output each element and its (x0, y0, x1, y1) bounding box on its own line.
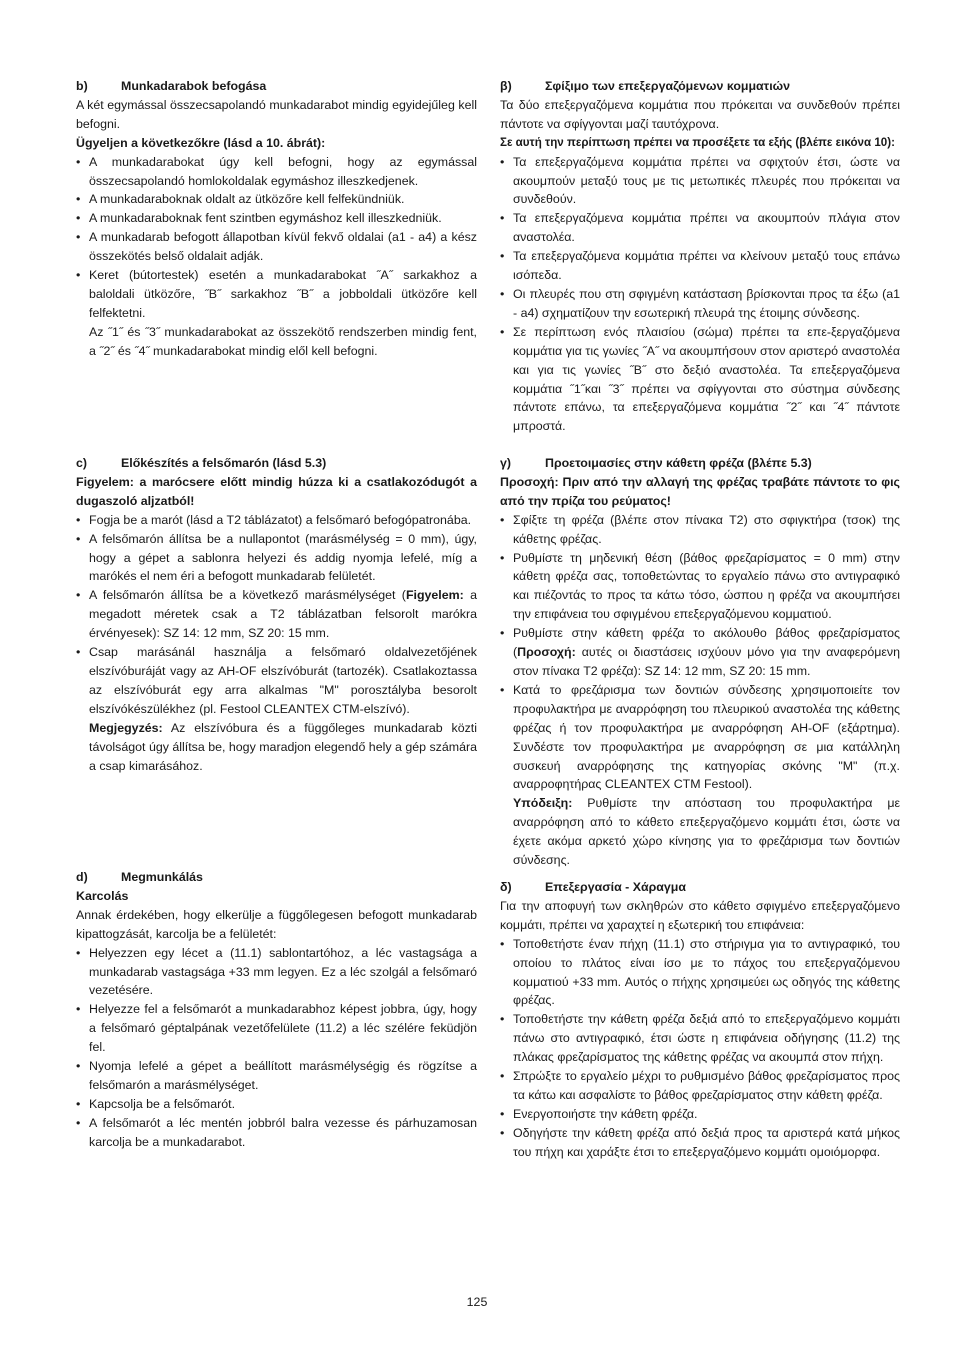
remark (76, 719, 477, 776)
list-item: • A felsőmarón állítsa be a nullapontot (marásmélység = 0 mm), úgy, hogy a gépet a sablonra helyezi és addig nyomja lefelé, míg a marókés el nem éri a befogott munkadarab felületét. (76, 530, 477, 587)
section-subtitle: Karcolás (76, 888, 129, 903)
list-item: • Τοποθετήστε έναν πήχη (11.1) στο στήριγμα για το αντιγραφικό, του οποίου το πλάτος είναι ίσο με το πάχος του επεξεργαζόμενου κομματιού +33 mm. Αυτός ο πήχης χρησιμεύει ως οδηγός της κάθετης φρέζας. (500, 935, 900, 1011)
section-heading (500, 77, 900, 96)
section-title: Megmunkálás (121, 870, 203, 884)
list-item: • Τα επεξεργαζόμενα κομμάτια πρέπει να ακουμπούν πλάγια στον αναστολέα. (500, 209, 900, 247)
section-heading (76, 454, 477, 473)
remark-text: Ρυθμίστε την απόσταση του προφυλακτήρα με αναρρόφηση από το κάθετο επεξεργαζόμενο κομμάτι έτσι, ώστε να έχετε ακόμα αρκετό χώρο κίνησης για το φρεζάρισμα των δοντιών σύνδεσης. (513, 796, 900, 868)
section-note: Σε αυτή την περίπτωση πρέπει να προσέξετε τα εξής (βλέπε εικόνα 10): (500, 135, 895, 149)
section-heading (76, 77, 477, 96)
section-c-el (500, 454, 900, 870)
item-text: Ρυθμίστε στην κάθετη φρέζα το ακόλουθο βάθος φρεζαρίσματος ( (513, 626, 900, 660)
list-item: • Keret (bútortestek) esetén a munkadarabokat ˝A˝ sarkakhoz a baloldali ütközőre, ˝B˝ sarkakhoz ˝B˝ a jobboldali ütközőre kell felfektetni. (76, 266, 477, 323)
section-title: Προετοιμασίες στην κάθετη φρέζα (βλέπε 5.3) (545, 456, 812, 470)
list-item: • A munkadaraboknak oldalt az ütközőre kell felfekündniük. (76, 190, 477, 209)
list-item: • A munkadarabokat úgy kell befogni, hogy az egymással összecsapolandó homlokoldalak egymáshoz illeszkedjenek. (76, 153, 477, 191)
section-letter: d) (76, 870, 88, 884)
section-intro: A két egymással összecsapolandó munkadarabot mindig egyidejűleg kell befogni. (76, 97, 477, 131)
remark-label: Υπόδειξη: (513, 796, 573, 811)
section-intro: Για την αποφυγή των σκληθρών στο κάθετο σφιγμένο επεξεργαζόμενο κομμάτι, πρέπει να χαραχτεί η εξωτερική του επιφάνεια: (500, 898, 900, 932)
list-item: • Helyezze fel a felsőmarót a munkadarabhoz képest jobbra, úgy, hogy a felsőmaró géptalpának vezetőfelülete (11.2) a léc szélére feküdjön fel. (76, 1000, 477, 1057)
section-d-hu (76, 868, 477, 1152)
warning-text: Figyelem: a marócsere előtt mindig húzza ki a csatlakozódugót a dugaszoló aljzatból! (76, 474, 477, 508)
list-item: • Csap marásánál használja a felsőmaró oldalvezetőjének elszívóburáját vagy az AH-OF elszívóburát (tartozék). Csatlakoztassa az elszívóburát egy arra alkalmas "M" porosztályba besorolt elszívókészülékhez (pl. Festool CLEANTEX CTM-elszívó). (76, 643, 477, 719)
bullet-list (76, 944, 477, 1152)
list-item: • Σπρώξτε το εργαλείο μέχρι το ρυθμισμένο βάθος φρεζαρίσματος προς τα κάτω και ασφαλίστε το βάθος φρεζαρίσματος στην κάθετη φρέζα. (500, 1067, 900, 1105)
remark-label: Megjegyzés: (89, 720, 163, 735)
section-letter: c) (76, 456, 88, 470)
list-item: • Fogja be a marót (lásd a T2 táblázatot) a felsőmaró befogópatronába. (76, 511, 477, 530)
bullet-list (500, 511, 900, 795)
section-b-hu (76, 77, 477, 361)
bullet-list (500, 935, 900, 1162)
section-heading (500, 454, 900, 473)
item-text: a megadott méretek csak a T2 táblázatban felsorolt marókra érvényesek): SZ 14: 12 mm, SZ 20: 15 mm. (89, 588, 477, 641)
item-text: αυτές οι διαστάσεις ισχύουν μόνο για την αναφερόμενη στον πίνακα T2 φρέζα): SZ 14: 12 mm, SZ 20: 15 mm. (513, 645, 900, 678)
section-title: Σφίξιμο των επεξεργαζόμενων κομματιών (545, 79, 791, 93)
list-continuation: Az ˝1˝ és ˝3˝ munkadarabokat az összekötő rendszerben mindig fent, a ˝2˝ és ˝4˝ munkadarabokat mindig elől kell befogni. (89, 324, 477, 358)
section-title: Munkadarabok befogása (121, 79, 267, 93)
list-item: • Κατά το φρεζάρισμα των δοντιών σύνδεσης χρησιμοποιείτε τον προφυλακτήρα με αναρρόφηση του πλευρικού αναστολέα της κάθετης φρέζας ή τον προφυλακτήρα με αναρρόφηση AH-OF (εξάρτημα). Συνδέστε τον προφυλακτήρα με αναρρόφηση σε μια κατάλληλη συσκευή αναρρόφησης της κατηγορίας σκόνης "M" (π.χ. αναρροφητήρας CLEANTEX CTM Festool). (500, 681, 900, 794)
section-d-el (500, 878, 900, 1162)
section-letter: β) (500, 79, 512, 93)
list-item: • Οδηγήστε την κάθετη φρέζα από δεξιά προς τα αριστερά κατά μήκος του πήχη και χαράξτε έτσι το επεξεργαζόμενο κομμάτι ομοιόμορφα. (500, 1124, 900, 1162)
section-letter: δ) (500, 880, 512, 894)
warning-text: Προσοχή: Πριν από την αλλαγή της φρέζας τραβάτε πάντοτε το φις από την πρίζα του ρεύματος! (500, 474, 900, 508)
item-emphasis: Figyelem: (405, 588, 464, 603)
list-item: • Τα επεξεργαζόμενα κομμάτια πρέπει να κλείνουν μεταξύ τους επάνω ισόπεδα. (500, 247, 900, 285)
section-letter: b) (76, 79, 88, 93)
list-item: • Τα επεξεργαζόμενα κομμάτια πρέπει να σφιχτούν έτσι, ώστε να ακουμπούν μεταξύ τους με τις μετωπικές πλευρές που πρόκειται να συνδεθούν. (500, 153, 900, 210)
bullet-list (76, 511, 477, 719)
list-item: • A munkadarab befogott állapotban kívül fekvő oldalai (a1 - a4) a kész összekötés belső oldalait adják. (76, 228, 477, 266)
section-title: Előkészítés a felsőmarón (lásd 5.3) (121, 456, 327, 470)
list-item: • Σε περίπτωση ενός πλαισίου (σώμα) πρέπει τα επε-ξεργαζόμενα κομμάτια για τις γωνίες ˝A˝ να ακουμπήσουν στον αριστερό αναστολέα και για τις γωνίες ˝B˝ στο δεξιό αναστολέα. Τα επεξεργαζόμενα κομμάτια ˝1˝και ˝3˝ πρέπει να σφίγγονται στο σύστημα σύνδεσης πάντοτε επάνω, τα επεξεργαζόμενα κομμάτια ˝2˝ και ˝4˝ πάντοτε μπροστά. (500, 323, 900, 436)
section-intro: Annak érdekében, hogy elkerülje a függőlegesen befogott munkadarab kipattogzását, karcolja be a felületét: (76, 907, 477, 941)
section-c-hu (76, 454, 477, 775)
section-intro: Τα δύο επεξεργαζόμενα κομμάτια που πρόκειται να συνδεθούν πρέπει πάντοτε να σφίγγονται μαζί ταυτόχρονα. (500, 97, 900, 131)
list-item: • Ενεργοποιήστε την κάθετη φρέζα. (500, 1105, 900, 1124)
list-item: • A munkadaraboknak fent szintben egymáshoz kell illeszkedniük. (76, 209, 477, 228)
page-number: 125 (466, 1295, 488, 1309)
list-item: • Ρυθμίστε τη μηδενική θέση (βάθος φρεζαρίσματος = 0 mm) στην κάθετη φρέζα σας, τοποθετώντας το εργαλείο πάνω στο αντιγραφικό και πιέζοντάς το προς τα κάτω τόσο, ώσπου η φρέζα να ακουμπήσει την επιφάνεια του σφιγμένου επεξεργαζόμενου κομματιού. (500, 549, 900, 625)
list-item: • Οι πλευρές που στη σφιγμένη κατάσταση βρίσκονται προς τα έξω (a1 - a4) σχηματίζουν την εσωτερική πλευρά της έτοιμης σύνδεσης. (500, 285, 900, 323)
item-text: A felsőmarón állítsa be a következő marásmélységet ( (89, 588, 406, 603)
list-item (76, 586, 477, 643)
section-letter: γ) (500, 456, 512, 470)
list-item: • Nyomja lefelé a gépet a beállított marásmélységig és rögzítse a felsőmarón a marásmélységet. (76, 1057, 477, 1095)
section-heading (76, 868, 477, 887)
list-item: • A felsőmarót a léc mentén jobbról balra vezesse és párhuzamosan karcolja be a munkadarabot. (76, 1114, 477, 1152)
list-item: • Σφίξτε τη φρέζα (βλέπε στον πίνακα T2) στο σφιγκτήρα (τσοκ) της κάθετης φρέζας. (500, 511, 900, 549)
section-b-el (500, 77, 900, 436)
list-item: • Τοποθετήστε την κάθετη φρέζα δεξιά από το επεξεργαζόμενο κομμάτι πάνω στο αντιγραφικό, έτσι ώστε η επιφάνεια οδήγησης (11.2) της πλάκας φρεζαρίσματος της κάθετης φρέζας να ακουμπά στον πήχη. (500, 1010, 900, 1067)
bullet-list (500, 153, 900, 437)
list-item (500, 624, 900, 681)
list-item: • Helyezzen egy lécet a (11.1) sablontartóhoz, a léc vastagsága a munkadarab vastagsága +33 mm legyen. Ez a léc szolgál a felsőmaró vezetésére. (76, 944, 477, 1001)
section-heading (500, 878, 900, 897)
section-note: Ügyeljen a következőkre (lásd a 10. ábrát): (76, 135, 326, 150)
remark-text: Az elszívóbura és a függőleges munkadarab közti távolságot úgy állítsa be, hogy maradjon elegendő hely a gép számára a csap kimarásához. (89, 720, 477, 773)
section-title: Επεξεργασία - Χάραγμα (545, 880, 687, 894)
item-emphasis: Προσοχή: (517, 645, 576, 660)
list-item: • Kapcsolja be a felsőmarót. (76, 1095, 477, 1114)
bullet-list (76, 153, 477, 323)
remark (500, 794, 900, 870)
